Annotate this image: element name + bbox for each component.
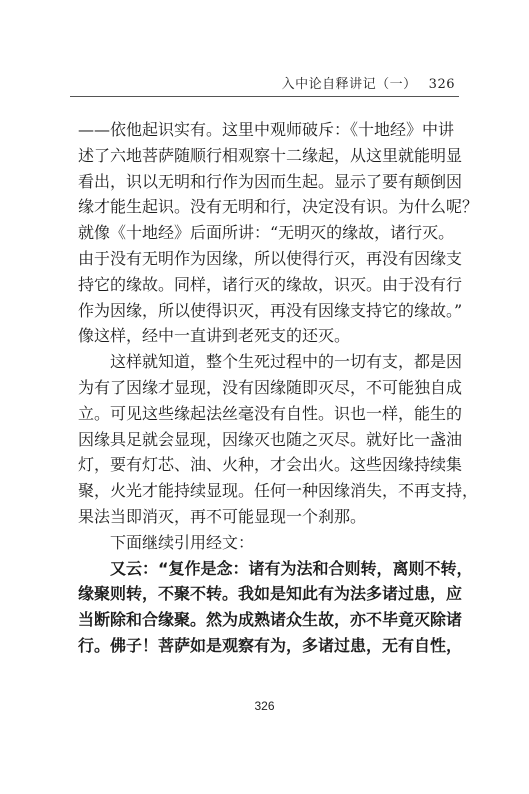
text-line: 下面继续引用经文：	[110, 532, 255, 552]
text-line: 果法当即消灭，再不可能显现一个刹那。	[78, 506, 367, 526]
quote-line: 当断除和合缘聚。然为成熟诸众生故，亦不毕竟灭除诸	[78, 610, 463, 630]
body-text	[78, 117, 479, 659]
header-rule	[70, 96, 459, 97]
text-line: 因缘具足就会显现，因缘灭也随之灭尽。就好比一盏油	[78, 429, 463, 449]
text-line: 灯，要有灯芯、油、火种，才会出火。这些因缘持续集	[78, 455, 463, 475]
text-line: 这样就知道，整个生死过程中的一切有支，都是因	[110, 352, 463, 372]
text-line: 由于没有无明作为因缘，所以使得行灭，再没有因缘支	[78, 248, 463, 268]
text-line: 作为因缘，所以使得识灭，再没有因缘支持它的缘故。”	[78, 300, 463, 320]
text-line: 持它的缘故。同样，诸行灭的缘故，识灭。由于没有行	[78, 274, 463, 294]
text-line: 立。可见这些缘起法丝毫没有自性。识也一样，能生的	[78, 403, 463, 423]
quote-line: 缘聚则转，不聚不转。我如是知此有为法多诸过患，应	[78, 584, 463, 604]
text-line: 聚，火光才能持续显现。任何一种因缘消失，不再支持，	[78, 481, 479, 501]
footer-page-number: 326	[254, 699, 275, 713]
quote-line: 又云：“复作是念：诸有为法和合则转，离则不转，	[110, 558, 473, 578]
text-line: 述了六地菩萨随顺行相观察十二缘起，从这里就能明显	[78, 145, 463, 165]
text-line: 就像《十地经》后面所讲：“无明灭的缘故，诸行灭。	[78, 223, 455, 243]
quote-line: 行。佛子！菩萨如是观察有为，多诸过患，无有自性，	[78, 635, 463, 655]
running-header	[282, 73, 455, 92]
text-line: 像这样，经中一直讲到老死支的还灭。	[78, 326, 351, 346]
header-page-number: 326	[428, 77, 455, 92]
header-title: 入中论自释讲记（一）	[281, 77, 417, 92]
text-line: ——依他起识实有。这里中观师破斥：《十地经》中讲	[78, 120, 455, 139]
text-line: 看出，识以无明和行作为因而生起。显示了要有颠倒因	[78, 171, 463, 191]
text-line: 缘才能生起识。没有无明和行，决定没有识。为什么呢？	[78, 197, 479, 217]
text-line: 为有了因缘才显现，没有因缘随即灭尽，不可能独自成	[78, 377, 463, 397]
